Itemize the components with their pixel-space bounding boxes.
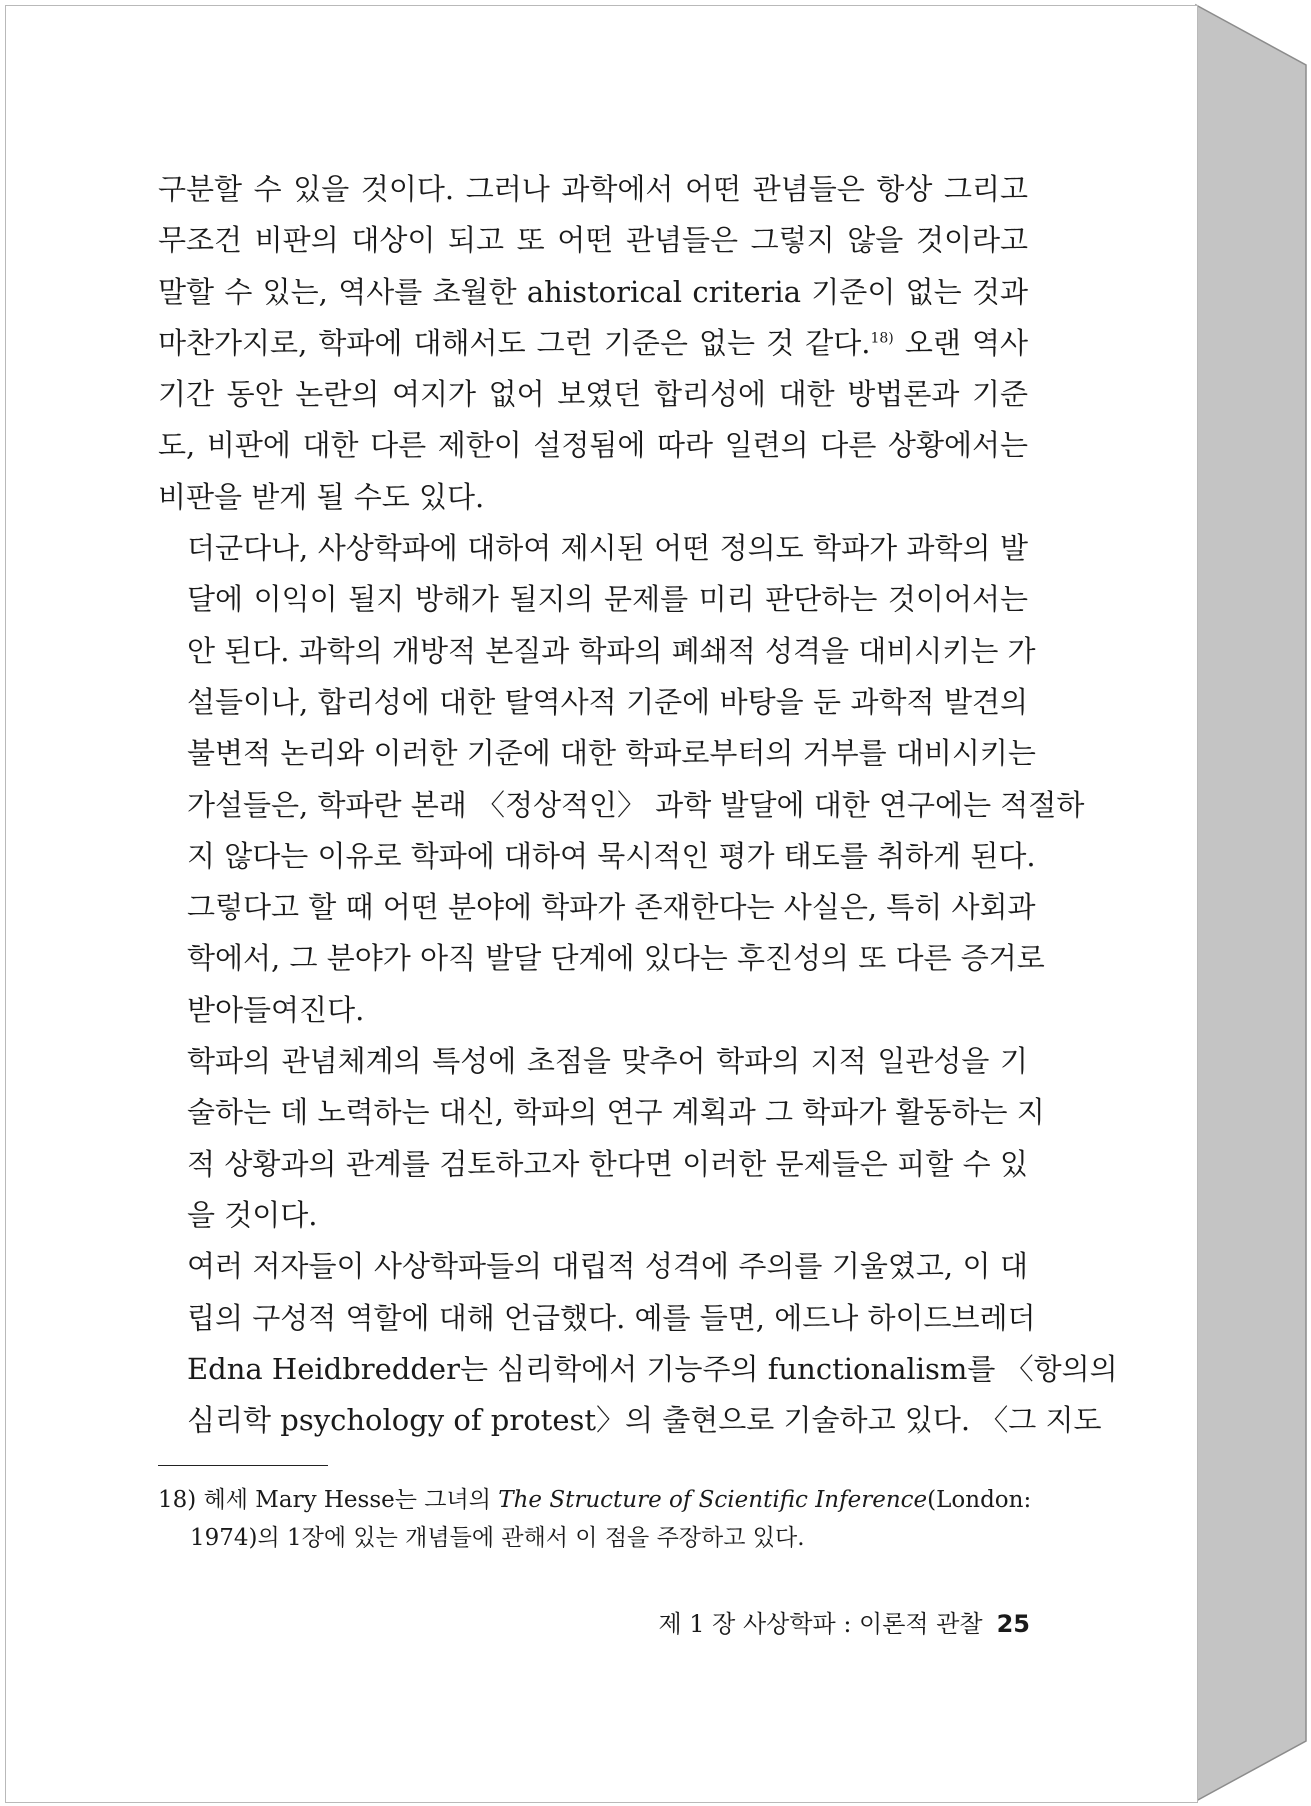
text-line: 기간 동안 논란의 여지가 없어 보였던 합리성에 대한 방법론과 기준 bbox=[158, 377, 1028, 412]
text-line bbox=[158, 318, 1028, 369]
text-line: Edna Heidbredder는 심리학에서 기능주의 functionalism를 〈항의의 bbox=[187, 1351, 1118, 1386]
text-line: 을 것이다. bbox=[187, 1197, 318, 1232]
footnote-number: 18) bbox=[158, 1487, 197, 1513]
footnote-book-title: The Structure of Scientific Inference bbox=[498, 1487, 928, 1513]
footnote bbox=[158, 1481, 1032, 1557]
text-line: 비판을 받게 될 수도 있다. bbox=[158, 479, 485, 514]
text-line: 학에서, 그 분야가 아직 발달 단계에 있다는 후진성의 또 다른 증거로 bbox=[187, 941, 1045, 976]
text-line: 학파의 관념체계의 특성에 초점을 맞추어 학파의 지적 일관성을 기 bbox=[187, 1044, 1028, 1079]
footnote-line: 1974)의 1장에 있는 개념들에 관해서 이 점을 주장하고 있다. bbox=[190, 1525, 805, 1551]
footnote-line bbox=[158, 1481, 1032, 1519]
text-line: 가설들은, 학파란 본래 〈정상적인〉 과학 발달에 대한 연구에는 적절하 bbox=[187, 787, 1085, 822]
text-line: 립의 구성적 역할에 대해 언급했다. 예를 들면, 에드나 하이드브레더 bbox=[187, 1300, 1036, 1335]
chapter-title: 제 1 장 사상학파 : 이론적 관찰 bbox=[658, 1610, 983, 1638]
text-line: 설들이나, 합리성에 대한 탈역사적 기준에 바탕을 둔 과학적 발견의 bbox=[187, 684, 1028, 719]
text-line-head: 마찬가지로, 학파에 대해서도 그런 기준은 없는 것 같다. bbox=[158, 325, 871, 360]
text-line: 적 상황과의 관계를 검토하고자 한다면 이러한 문제들은 피할 수 있 bbox=[187, 1146, 1028, 1181]
running-footer bbox=[640, 1604, 1030, 1639]
text-line: 달에 이익이 될지 방해가 될지의 문제를 미리 판단하는 것이어서는 bbox=[187, 582, 1028, 617]
footnote-text: (London: bbox=[927, 1487, 1032, 1513]
footnote-ref[interactable]: 18) bbox=[870, 330, 894, 347]
text-line: 안 된다. 과학의 개방적 본질과 학파의 폐쇄적 성격을 대비시키는 가 bbox=[187, 633, 1036, 668]
text-line: 말할 수 있는, 역사를 초월한 ahistorical criteria 기준이 없는 것과 bbox=[158, 274, 1028, 309]
text-line: 술하는 데 노력하는 대신, 학파의 연구 계획과 그 학파가 활동하는 지 bbox=[187, 1095, 1045, 1130]
footnote-divider bbox=[158, 1465, 328, 1466]
text-line-tail: 오랜 역사 bbox=[893, 325, 1028, 360]
paragraph-1 bbox=[158, 164, 1028, 523]
text-line: 구분할 수 있을 것이다. 그러나 과학에서 어떤 관념들은 항상 그리고 bbox=[158, 172, 1028, 206]
text-line: 받아들여진다. bbox=[187, 992, 365, 1027]
paragraph-4 bbox=[158, 1241, 1118, 1446]
body-text bbox=[158, 164, 1118, 1446]
paragraph-2 bbox=[158, 523, 1085, 1036]
page-number: 25 bbox=[996, 1610, 1030, 1638]
text-line: 무조건 비판의 대상이 되고 또 어떤 관념들은 그렇지 않을 것이라고 bbox=[158, 223, 1028, 258]
footnote-text: 헤세 Mary Hesse는 그녀의 bbox=[203, 1487, 491, 1513]
text-line: 더군다나, 사상학파에 대하여 제시된 어떤 정의도 학파가 과학의 발 bbox=[187, 531, 1028, 566]
text-line: 여러 저자들이 사상학파들의 대립적 성격에 주의를 기울였고, 이 대 bbox=[187, 1249, 1028, 1284]
text-line: 도, 비판에 대한 다른 제한이 설정됨에 따라 일련의 다른 상황에서는 bbox=[158, 428, 1028, 463]
paragraph-3 bbox=[158, 1036, 1045, 1241]
text-line: 심리학 psychology of protest〉의 출현으로 기술하고 있다. 〈그 지도 bbox=[187, 1403, 1102, 1438]
text-line: 지 않다는 이유로 학파에 대하여 묵시적인 평가 태도를 취하게 된다. bbox=[187, 838, 1036, 873]
text-line: 불변적 논리와 이러한 기준에 대한 학파로부터의 거부를 대비시키는 bbox=[187, 736, 1036, 771]
text-line: 그렇다고 할 때 어떤 분야에 학파가 존재한다는 사실은, 특히 사회과 bbox=[187, 890, 1036, 925]
